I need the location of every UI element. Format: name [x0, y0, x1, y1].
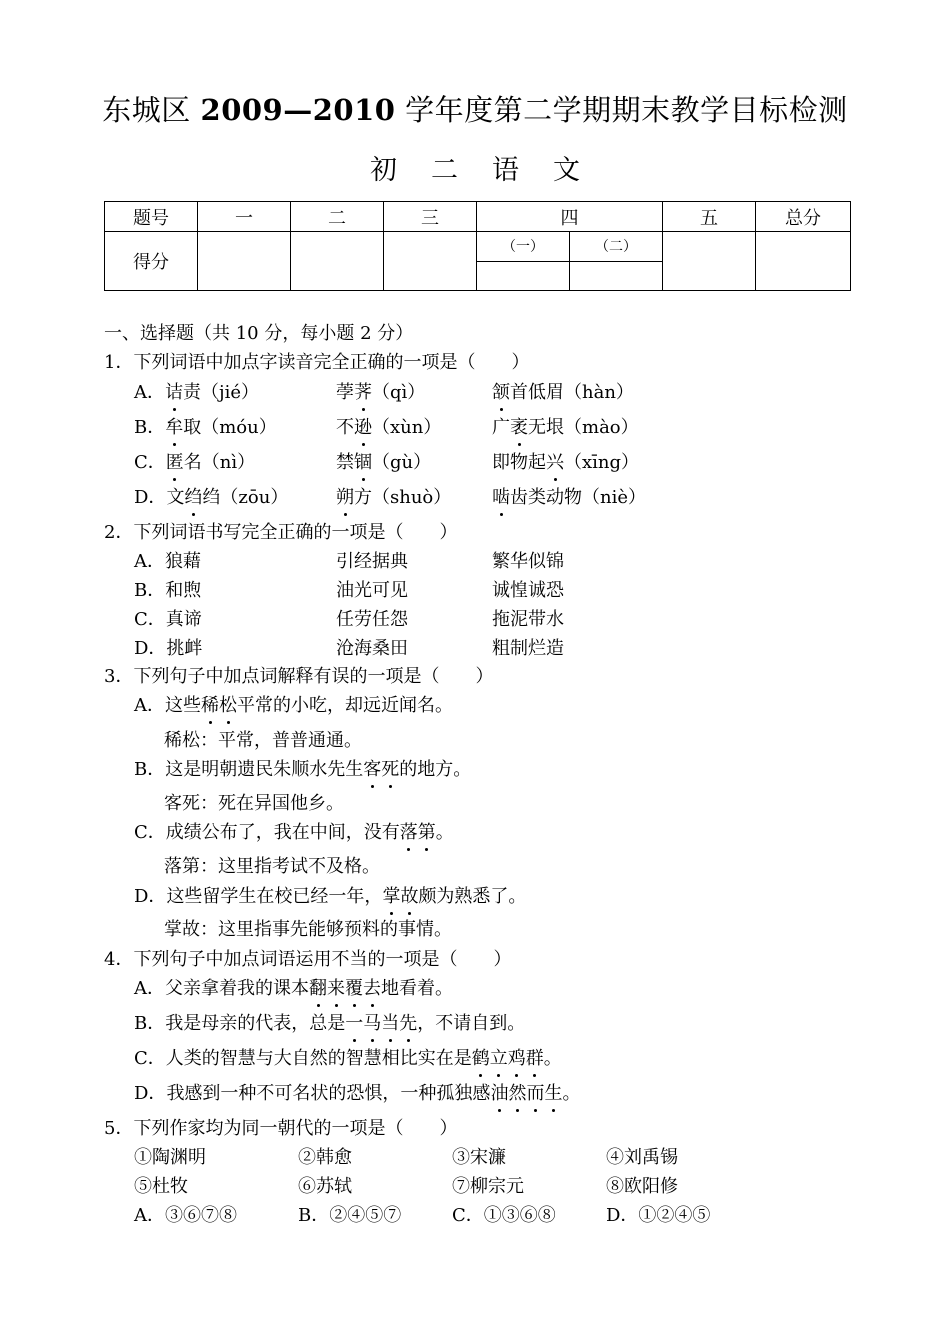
q1-option-d-2 [336, 487, 451, 509]
option-text: 禁 [336, 452, 354, 473]
option-text: （gù） [372, 452, 432, 473]
option-text: （xùn） [372, 417, 442, 438]
option-text: 荸 [336, 382, 354, 403]
q3-option-b [134, 759, 471, 781]
page-title [0, 88, 950, 129]
option-label: C． [134, 452, 166, 473]
q5-option: C．①③⑥⑧ [452, 1205, 556, 1226]
q2-option: 粗制烂造 [492, 638, 564, 659]
score-cell[interactable] [477, 261, 570, 290]
score-cell[interactable] [384, 232, 477, 291]
q2-option: A．狼藉 [134, 551, 201, 572]
q2-option: 沧海桑田 [336, 638, 408, 659]
title-text: 学年度第二学期期末教学目标检测 [395, 93, 848, 127]
q1-option-d-3 [492, 487, 646, 509]
option-text: 齿类动物（niè） [510, 487, 647, 508]
option-text: 父亲拿着我的课本 [165, 978, 309, 999]
option-text: 。 [435, 822, 454, 843]
option-text: 无垠（mào） [528, 417, 639, 438]
q2-option: 繁华似锦 [492, 551, 564, 572]
q5-author: ③宋濂 [452, 1147, 506, 1168]
dotted-char: 逊 [354, 417, 372, 438]
dotted-char: 掌 [382, 886, 401, 907]
dotted-char: 覆 [345, 978, 363, 999]
score-cell[interactable] [570, 261, 663, 290]
option-text: 地看着。 [381, 978, 453, 999]
dotted-word [472, 1048, 544, 1069]
option-label: D． [134, 1083, 167, 1104]
score-header-cell: 五 [663, 202, 756, 232]
q2-option: 诚惶诚恐 [492, 580, 564, 601]
dotted-word [309, 978, 381, 999]
dotted-char: 稀 [201, 695, 219, 716]
q5-option: D．①②④⑤ [606, 1205, 711, 1226]
q4-option-d [134, 1083, 580, 1105]
subtitle-char: 二 [431, 155, 458, 186]
option-text: 我感到一种不可名状的恐惧，一种孤独感 [166, 1083, 491, 1104]
q2-option: C．真谛 [134, 609, 202, 630]
dotted-word [363, 759, 399, 780]
option-text: 首低眉（hàn） [510, 382, 634, 403]
question-stem: 5．下列作家均为同一朝代的一项是（ ） [104, 1118, 458, 1139]
dotted-word [201, 695, 237, 716]
dotted-char: 一 [345, 1013, 364, 1034]
q2-option: D．挑衅 [134, 638, 203, 659]
option-text: 。 [543, 1048, 562, 1069]
dotted-char: 故 [400, 886, 419, 907]
score-cell[interactable] [291, 232, 384, 291]
q1-option-c-3 [492, 452, 639, 474]
q1-option-b-3 [492, 417, 639, 439]
option-label: A． [134, 695, 165, 716]
q2-option: 拖泥带水 [492, 609, 564, 630]
option-text: 平常的小吃，却远近闻名。 [237, 695, 453, 716]
q5-option: B．②④⑤⑦ [298, 1205, 402, 1226]
option-text: ，不请自到。 [417, 1013, 526, 1034]
dotted-char: 牟 [165, 417, 184, 438]
dotted-char: 荠 [354, 382, 372, 403]
option-text: 我是母亲的代表，总是 [165, 1013, 346, 1034]
option-text: 。 [562, 1083, 581, 1104]
q3-option-a [134, 695, 453, 717]
q5-author: ⑦柳宗元 [452, 1176, 524, 1197]
dotted-char: 锢 [354, 452, 372, 473]
option-text: 即物起 [492, 452, 546, 473]
q4-option-b [134, 1013, 525, 1035]
score-sub-header: （一） [477, 232, 570, 261]
dotted-word [400, 822, 436, 843]
score-header-cell: 四 [477, 202, 663, 232]
score-header-cell: 总分 [756, 202, 851, 232]
q3-option-c [134, 822, 454, 844]
score-cell[interactable] [756, 232, 851, 291]
option-text: 这是明朝遗民朱顺水先生 [165, 759, 364, 780]
q4-option-c [134, 1048, 562, 1070]
dotted-word [490, 1083, 562, 1104]
option-label: C． [134, 1048, 166, 1069]
option-text: 绉（zōu） [202, 487, 289, 508]
option-text: 名（nì） [183, 452, 256, 473]
option-text: 人类的智慧与大自然的智慧相比实在是 [165, 1048, 472, 1069]
score-header-cell: 题号 [105, 202, 198, 232]
q5-author: ⑤杜牧 [134, 1176, 188, 1197]
score-cell[interactable] [663, 232, 756, 291]
dotted-char: 去 [363, 978, 381, 999]
dotted-char: 当 [381, 1013, 400, 1034]
dotted-char: 而 [526, 1083, 545, 1104]
dotted-char: 马 [363, 1013, 382, 1034]
option-text: 的地方。 [399, 759, 472, 780]
dotted-char: 第 [417, 822, 436, 843]
dotted-char: 落 [399, 822, 418, 843]
q5-author: ④刘禹锡 [606, 1147, 678, 1168]
q2-option: 油光可见 [336, 580, 408, 601]
dotted-char: 客 [363, 759, 382, 780]
score-header-cell: 三 [384, 202, 477, 232]
subtitle-char: 语 [492, 155, 519, 186]
subtitle-char: 文 [553, 155, 580, 186]
option-text: 责（jié） [183, 382, 259, 403]
dotted-char: 立 [489, 1048, 508, 1069]
dotted-char: 诘 [165, 382, 183, 403]
option-label: B． [134, 759, 166, 780]
q1-option-b [134, 417, 277, 439]
dotted-char: 翻 [309, 978, 327, 999]
dotted-char: 朔 [336, 487, 354, 508]
title-district: 东城区 [102, 93, 201, 127]
score-header-cell: 一 [198, 202, 291, 232]
option-text: 颇为熟悉了。 [418, 886, 527, 907]
q3-option-d [134, 886, 526, 908]
q5-author: ⑥苏轼 [298, 1176, 352, 1197]
option-label: D． [134, 886, 167, 907]
option-text: 这些 [165, 695, 201, 716]
q2-option: B．和煦 [134, 580, 202, 601]
page-subtitle [0, 148, 950, 187]
q5-author: ⑧欧阳修 [606, 1176, 678, 1197]
q3-explanation: 客死：死在异国他乡。 [164, 793, 344, 814]
option-text: 取（móu） [183, 417, 277, 438]
dotted-char: 兴 [546, 452, 564, 473]
question-stem: 3．下列句子中加点词解释有误的一项是（ ） [104, 666, 494, 687]
option-text: （xīng） [564, 452, 640, 473]
dotted-char: 死 [381, 759, 400, 780]
dotted-char: 先 [399, 1013, 418, 1034]
dotted-word [382, 886, 418, 907]
q2-option: 引经据典 [336, 551, 408, 572]
q1-option-a-3 [492, 382, 634, 404]
dotted-char: 绉 [184, 487, 203, 508]
q1-option-c [134, 452, 255, 474]
q3-explanation: 落第：这里指考试不及格。 [164, 856, 380, 877]
score-table-header-row [105, 202, 851, 232]
dotted-char: 群 [525, 1048, 544, 1069]
dotted-char: 松 [219, 695, 237, 716]
dotted-char: 生 [544, 1083, 563, 1104]
dotted-char: 颔 [492, 382, 510, 403]
question-stem: 4．下列句子中加点词语运用不当的一项是（ ） [104, 949, 512, 970]
option-label: C． [134, 822, 166, 843]
q1-option-a-2 [336, 382, 425, 404]
subtitle-char: 初 [370, 155, 397, 186]
question-stem: 2．下列词语书写完全正确的一项是（ ） [104, 522, 458, 543]
option-label: B． [134, 417, 166, 438]
q4-option-a [134, 978, 453, 1000]
option-text: 广 [492, 417, 510, 438]
option-text: 方（shuò） [354, 487, 452, 508]
score-sub-header: （二） [570, 232, 663, 261]
dotted-char: 鸡 [507, 1048, 526, 1069]
score-table-row [105, 232, 851, 261]
q2-option: 任劳任怨 [336, 609, 408, 630]
option-label: A． [134, 382, 165, 403]
q3-explanation: 掌故：这里指事先能够预料的事情。 [164, 919, 452, 940]
q5-author: ②韩愈 [298, 1147, 352, 1168]
section-heading: 一、选择题（共 10 分，每小题 2 分） [104, 323, 414, 344]
option-label: D． [134, 487, 167, 508]
dotted-char: 油 [490, 1083, 509, 1104]
option-label: B． [134, 1013, 166, 1034]
dotted-char: 匿 [165, 452, 184, 473]
dotted-char: 来 [327, 978, 345, 999]
dotted-char: 啮 [492, 487, 510, 508]
score-header-cell: 二 [291, 202, 384, 232]
option-text: 文 [166, 487, 185, 508]
q5-option: A．③⑥⑦⑧ [134, 1205, 237, 1226]
dotted-char: 袤 [510, 417, 528, 438]
option-text: 成绩公布了，我在中间，没有 [165, 822, 400, 843]
title-year: 2009—2010 [200, 93, 396, 127]
option-text: 不 [336, 417, 354, 438]
score-cell[interactable] [198, 232, 291, 291]
dotted-char: 鹤 [471, 1048, 490, 1069]
q5-author: ①陶渊明 [134, 1147, 206, 1168]
q1-option-b-2 [336, 417, 441, 439]
option-label: A． [134, 978, 165, 999]
q3-explanation: 稀松：平常，普普通通。 [164, 730, 362, 751]
score-row-label: 得分 [105, 232, 198, 291]
q1-option-d [134, 487, 288, 509]
dotted-word [345, 1013, 417, 1034]
score-table [104, 201, 851, 291]
q1-option-a [134, 382, 259, 404]
option-text: （qì） [372, 382, 426, 403]
dotted-char: 然 [508, 1083, 527, 1104]
q1-option-c-2 [336, 452, 431, 474]
option-text: 这些留学生在校已经一年， [166, 886, 383, 907]
question-stem: 1．下列词语中加点字读音完全正确的一项是（ ） [104, 352, 530, 373]
